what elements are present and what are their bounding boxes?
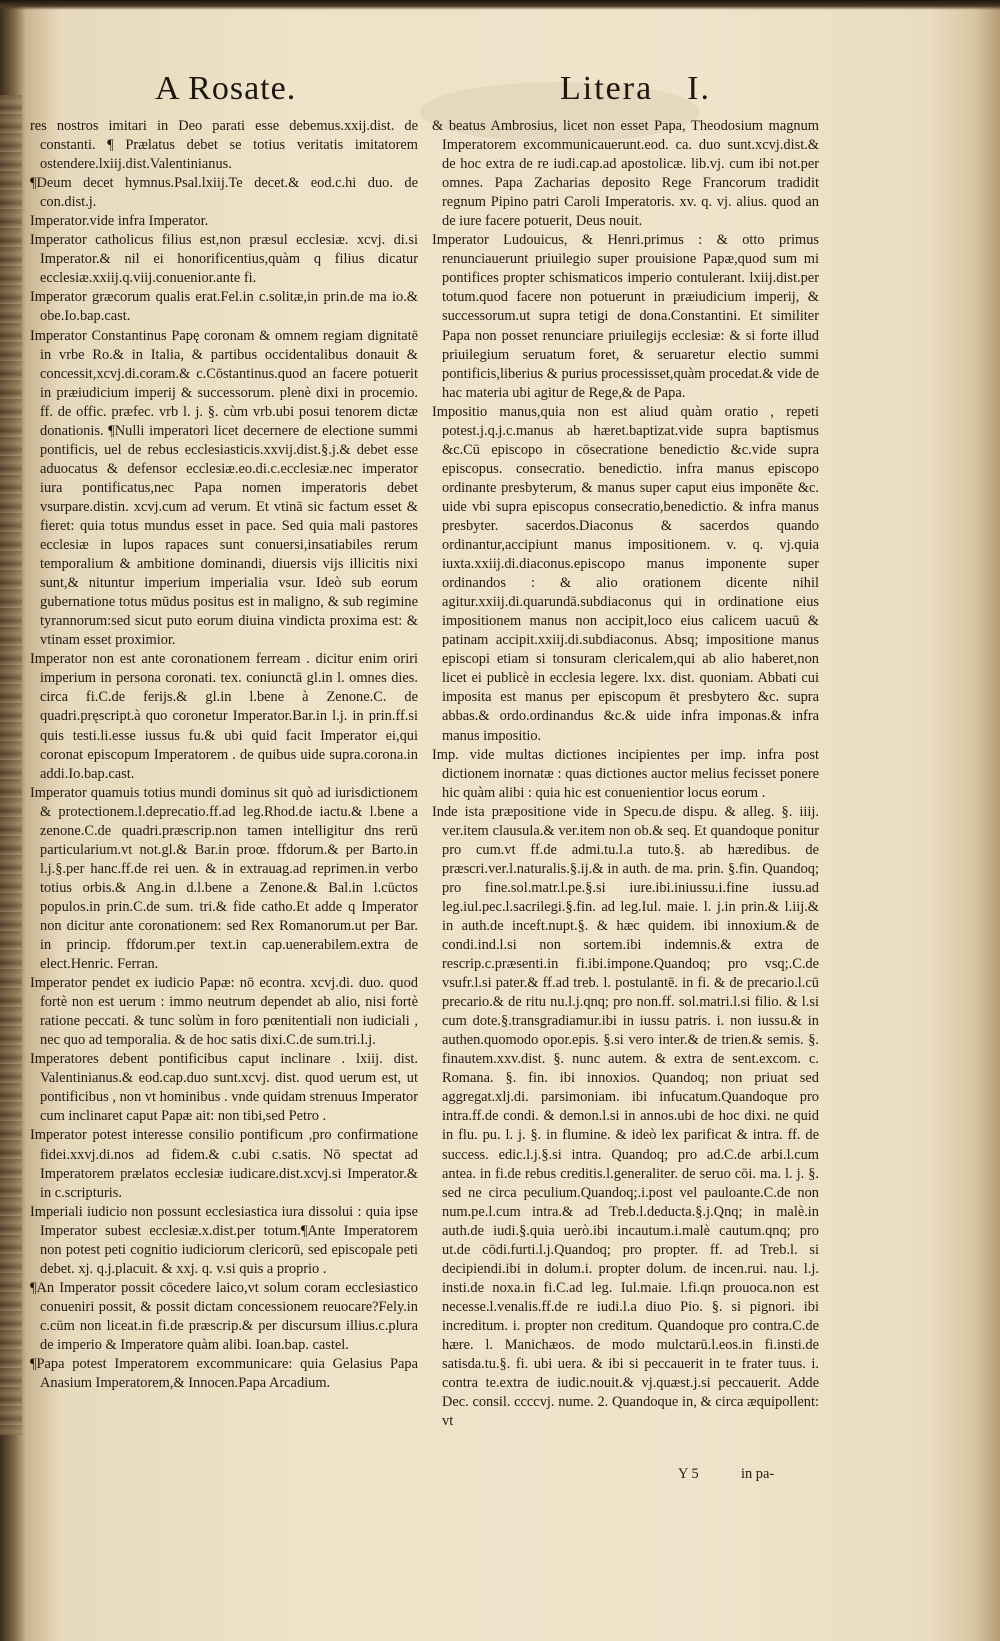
signature-mark: Y 5 xyxy=(678,1466,699,1482)
right-entry: & beatus Ambrosius, licet non esset Papa, Theodosium magnum Imperatorem excommunicauerunt.eod. ca. duo sunt.xcvj.dist.& de hoc extra de re iudi.cap.ad apostolicæ. lib.vj. cum ibi not.per omnes. Papa Zacharias deposito Rege Francorum tradidit regnum Pipino patri Caroli Imperatoris. xv. q. vj. alius. quod an de iure facere potuerit, Deus nouit. xyxy=(432,118,819,230)
left-entry: res nostros imitari in Deo parati esse debemus.xxij.dist. de constanti. ¶ Prælatus debet se totius veritatis imitatorem ostendere.lxiij.dist.Valentinianus. xyxy=(30,118,418,173)
left-entry: Imperator non est ante coronationem ferream . dicitur enim oriri imperium in persona coronati. tex. coniunctā gl.in l. omnes dies. circa fi.C.de ferijs.& gl.in l.bene à Zenone.C. de quadri.pręscript.à quo coronetur Imperator.Bar.in l.j. in prin.ff.si quis testi.li.esse iussus fu.& ubi quid facit Imperator ei,qui coronat episcopum Imperatorem . de quibus uide supra.corona.in addi.Io.bap.cast. xyxy=(30,651,418,782)
right-entry: Imp. vide multas dictiones incipientes per imp. infra post dictionem inornatæ : quas dictiones auctor melius fecisset ponere hic quàm alibi : quia hic est conuenientior locus eorum . xyxy=(432,746,819,801)
header-right-word: Litera xyxy=(560,70,654,107)
left-entry: Imperatores debent pontificibus caput inclinare . lxiij. dist. Valentinianus.& eod.cap.duo sunt.xcvj. dist. quod uerum est, ut pontificibus , non vt hominibus . vnde quidam strenuus Imperator cum inclinaret caput Papæ ait: non tibi,sed Petro . xyxy=(30,1051,418,1125)
left-entry: Imperator pendet ex iudicio Papæ: nō econtra. xcvj.di. duo. quod fortè non est uerum : immo neutrum dependet ab alio, nisi fortè ratione peccati. & tunc solùm in foro pœnitentiali non iudiciali , nec quo ad temporalia. & de hoc satis dixi.C.de sum.tri.l.j. xyxy=(30,975,418,1049)
left-entry: ¶Deum decet hymnus.Psal.lxiij.Te decet.& eod.c.hi duo. de con.dist.j. xyxy=(30,175,418,211)
left-entry: Imperator quamuis totius mundi dominus sit quò ad iurisdictionem & protectionem.l.deprecatio.ff.ad leg.Rhod.de iactu.& l.bene a zenone.C.de quadri.præscrip.non tamen intelligitur dns rerū particularium.vt not.gl.& Bar.in proœ. ffdorum.& per Barto.in l.j.§.per hanc.ff.de rei uen. & in extrauag.ad reprimen.in verbo totius orbis.& Ang.in d.l.bene a Zenone.& Bal.in l.cūctos populos.in prin.C.de sum. tri.& fide catho.Et adde q Imperator non dicitur ante coronationem: sed Rex Romanorum.ut per Bar. in princip. ffdorum.per text.in cap.uenerabilem.extra de elect.Henric. Ferran. xyxy=(30,784,418,973)
left-entry: Imperiali iudicio non possunt ecclesiastica iura dissolui : quia ipse Imperator subest ecclesiæ.x.dist.per totum.¶Ante Imperatorem non potest peti cognitio iudiciorum clericorū, sed episcopale peti debet. xj. q.j.placuit. & xxj. q. v.si quis a proprio . xyxy=(30,1203,418,1277)
left-entry: Imperator catholicus filius est,non præsul ecclesiæ. xcvj. di.si Imperator.& nil ei honorificentius,quàm q filius dicatur ecclesiæ.xxiij.q.viij.conuenior.ante fi. xyxy=(30,232,418,287)
left-entry: Imperator potest interesse consilio pontificum ,pro confirmatione fidei.xxvj.di.nos ad fidem.& c.ubi c.satis. Nō spectat ad Imperatorem prælatos ecclesiæ iudicare.dist.xcvj.si Imperator.& in c.scripturis. xyxy=(30,1127,418,1201)
page-top-shadow xyxy=(0,0,1000,10)
left-entry: ¶An Imperator possit cōcedere laico,vt solum coram ecclesiastico conueniri possit, & possit dictam concessionem reuocare?Fely.in c.cūm non liceat.in fi.de præscrip.& per discursum illius.c.plura de imperio & Imperatore quàm alibi. Ioan.bap. castel. xyxy=(30,1279,418,1353)
right-entry: Imperator Ludouicus, & Henri.primus : & otto primus renunciauerunt priuilegio super prouisione Papæ,quod sum mi pontifices propter schismaticos imperio contulerant. lxiij.dist.per totum.quod facere non potuerunt in præiudicium imperij, & successorum.ut supra tetigi de dona.Constantini. Et similiter Papa non posset renunciare priuilegijs ecclesiæ: & si forte illud priuilegium seruatum foret, & seruaretur electio summi pontificis,liberius & purius processisset,quàm procedat.& vide de hac materia ubi agitur de Rege,& de Papa. xyxy=(432,232,819,401)
right-entry: Inde ista præpositione vide in Specu.de dispu. & alleg. §. iiij. ver.item clausula.& ver.item non ob.& seq. Et quandoque ponitur pro cum.vt ff.de admi.tu.l.a tuto.§. ab hæredibus. de præscri.ver.l.naturalis.§.ij.& in auth. de ma. prin. §.fin. Quandoq; pro fine.sol.matr.l.pe.§.si iure.ibi.iniussu.i.fine iussu.ad leg.iul.pec.l.sacrilegi.§.fin. ad leg.Iul. maie. l. j.in prin.& l.iij.& in auth.de inceft.nupt.§. & hæc quidem. ibi innoxium.& de condi.ind.l.si non sortem.ibi indemnis.& extra de rescrip.c.præsenti.in fi.ibi.impone.Quandoq; pro vsq;.C.de vsufr.l.si pater.& ff.ad treb. l. postulantē. in fi. & de precario.l.cū precario.& de ritu nu.l.j.qnq; pro non.ff. sol.matri.l.si filio. & l.si cum dote.§.transgradiamur.ibi in iussu patris. i. non iussu.& in authen.quomodo opor.epis. §.si vero inter.& de trien.& semis. §. finautem.xxv.dist. §. nunc autem. & extra de sent.excom. c. Romana. §. fin. ibi innoxios. Quandoq; non priuat sed aggregat.xlj.di. parsimoniam. ibi infucatum.Quandoque pro intra.ff.de condi. & demon.l.si in annos.ubi de hoc dixi. ne quid in flu. pu. l. j. §. in flumine. & ideò lex parificat & intra. ff. de success. edic.l.j.§.si intra. Quandoq; pro ad.C.de arbi.l.cum antea. in fi.de rebus creditis.l.generaliter. de seruo cōi. ma. l. j. §. sed ne circa peculium.Quandoq;.i.post vel pauloante.C.de non num.pe.l.cum intra.& ad Treb.l.deducta.§.j.Qnq; in malè.in auth.de iudi.§.quia uerò.ibi incautum.i.malè cautum.qnq; pro ut.de cōdi.furti.l.j.Quandoq; pro propter. ff. ad Treb.l. si decipiendi.ibi in dolum.i. propter dolum. de incen.rui. nau. l.j. insti.de noxa.in fi.C.ad leg. Iul.maie. l.fi.qn prouoca.non est necesse.l.venalis.ff.de re iudi.l.a diuo Pio. §. si pignori. ibi increditum. i. propter non creditum. Quandoque pro contra.C.de hære. l. Manichæos. de modo mulctarū.l.eos.in fi.insti.de satisda.tu.§. fi. ubi uera. & ibi si peccauerit in te frater tuus. i. contra te.extra de iudic.nouit.& vj.quæst.j.si peccauerit. Adde Dec. consil. ccccvj. nume. 2. Quandoque in, & circa æquipollent: vt xyxy=(432,803,819,1430)
right-column xyxy=(432,117,819,1431)
binding-margin-offset xyxy=(0,95,22,1435)
header-left-title: A Rosate. xyxy=(155,70,297,107)
running-header xyxy=(0,70,1000,120)
left-entry: Imperator.vide infra Imperator. xyxy=(30,213,209,230)
header-right-letter: I. xyxy=(687,70,711,107)
left-entry: Imperator Constantinus Papę coronam & omnem regiam dignitatē in vrbe Ro.& in Italia, & partibus occidentalibus donauit & concessit,xcvj.di.coram.& c.Cōstantinus.quod an facere potuerit in præiudicium imperij & successorum. plenè dixi in procemio. ff. de offic. præfec. vrb l. j. §. cùm vrb.ubi posui tenorem dictæ donationis. ¶Nulli imperatori licet decernere de electione summi pontificis, uel de rebus ecclesiasticis.xxvij.dist.§.j.& debet esse aduocatus & defensor ecclesiæ.eo.di.c.ecclesiæ.nec imperator iura pontificatus,nec Papa nomen imperatoris debet vsurpare.distin. xcvj.cum ad verum. Et vtinā sic factum esset & fieret: quia totus mundus esset in pace. Sed quia mali pastores ecclesiæ in lupos rapaces sunt conuersi,insatiabiles rerum temporalium & ambitione dominandi, diuersis vijs illicitis nixi sunt,& nituntur imperium imperialia vsur. Ideò sub eorum gubernatione totus mūdus positus est in maligno, & sub regimine tyrannorum:sed sicut puto eorum diuina vindicta proxima est: & vtinam esset proximior. xyxy=(30,327,418,649)
left-entry: ¶Papa potest Imperatorem excommunicare: quia Gelasius Papa Anasium Imperatorem,& Innocen.Papa Arcadium. xyxy=(30,1356,418,1392)
header-right-title xyxy=(560,70,711,108)
right-entry: Impositio manus,quia non est aliud quàm oratio , repeti potest.j.q.j.c.manus ab hæret.baptizat.vide supra baptismus &c.Cū episcopo in cōsecratione benedictio &c.vide supra episcopus. consecratio. benedictio. infra manus episcopo ordinante presbyterum, & manus super caput eius imponēte &c. uide vbi supra episcopus consecratio,benedictio. & infra manus presbyter. sacerdos.Diaconus & sacerdos quando ordinantur,accipiunt manus impositionem. v. q. vj.quia iuxta.xxiij.di.diaconus.episcopo manus imponente super ordinandos : & alio orationem dicente nihil agitur.xxiij.di.quarundā.subdiaconus qui in ordinatione eius impositionem manus non accipit,loco eius calicem uacuū & patinam accipit.xxiij.di.subdiaconus. Absq; impositione manus episcopi etiam si tonsuram clericalem,qui ab alio haberet,non licet ei publicè in ecclesia legere. lxx. dist. quoniam. Abbati cui imposita est manus per episcopum ēt presbytero &c. supra abbas.& ordo.ordinandus &c.& uide infra imponas.& infra manus impositio. xyxy=(432,403,819,744)
left-column xyxy=(30,117,418,1393)
left-entry: Imperator græcorum qualis erat.Fel.in c.solitæ,in prin.de ma io.& obe.Io.bap.cast. xyxy=(30,289,418,325)
catchword: in pa- xyxy=(741,1466,775,1482)
